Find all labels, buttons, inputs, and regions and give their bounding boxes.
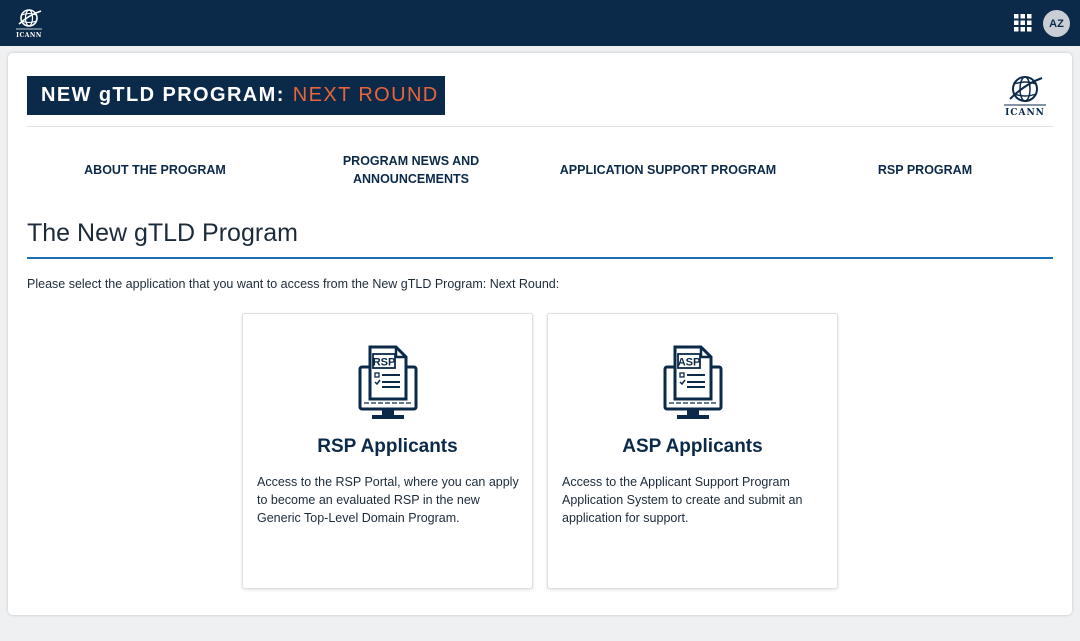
icann-logo-right[interactable] [998, 72, 1052, 120]
page-title: The New gTLD Program [27, 219, 298, 247]
icann-logo-text: ICANN [16, 32, 42, 39]
nav-rsp-program[interactable]: RSP PROGRAM [877, 163, 973, 177]
top-bar [0, 0, 1080, 46]
rsp-icon-label: RSP [372, 356, 396, 369]
title-divider [27, 257, 1053, 259]
program-nav [27, 150, 1053, 190]
main-card [8, 53, 1072, 615]
globe-icon [998, 72, 1052, 110]
intro-text: Please select the application that you want to access from the New gTLD Program: Next Round: [27, 277, 560, 291]
program-banner [27, 76, 445, 115]
icann-logo-text: ICANN [1005, 108, 1045, 118]
asp-applicants-description: Access to the Applicant Support Program Application System to create and submit an application for support. [562, 475, 803, 525]
banner-title: NEW gTLD PROGRAM: [41, 84, 285, 106]
rsp-applicants-card[interactable] [242, 313, 533, 589]
asp-applicants-title: ASP Applicants [622, 436, 763, 457]
nav-about-the-program[interactable]: ABOUT THE PROGRAM [84, 163, 226, 177]
asp-applicants-card[interactable] [547, 313, 838, 589]
rsp-document-monitor-icon [358, 343, 418, 421]
rsp-applicants-title: RSP Applicants [317, 436, 458, 457]
nav-program-news-label: PROGRAM NEWS AND ANNOUNCEMENTS [342, 154, 480, 186]
banner-subtitle: NEXT ROUND [292, 84, 439, 106]
nav-application-support-program[interactable]: APPLICATION SUPPORT PROGRAM [559, 163, 777, 177]
header-divider [27, 126, 1053, 127]
globe-icon [12, 7, 46, 33]
app-grid-icon[interactable] [1014, 14, 1032, 32]
user-avatar[interactable]: AZ [1043, 10, 1070, 37]
icann-logo[interactable] [12, 7, 46, 41]
nav-program-news[interactable] [283, 150, 539, 190]
rsp-applicants-description: Access to the RSP Portal, where you can apply to become an evaluated RSP in the new Generic Top-Level Domain Program. [257, 475, 519, 525]
asp-icon-label: ASP [677, 356, 701, 369]
asp-document-monitor-icon [663, 343, 723, 421]
